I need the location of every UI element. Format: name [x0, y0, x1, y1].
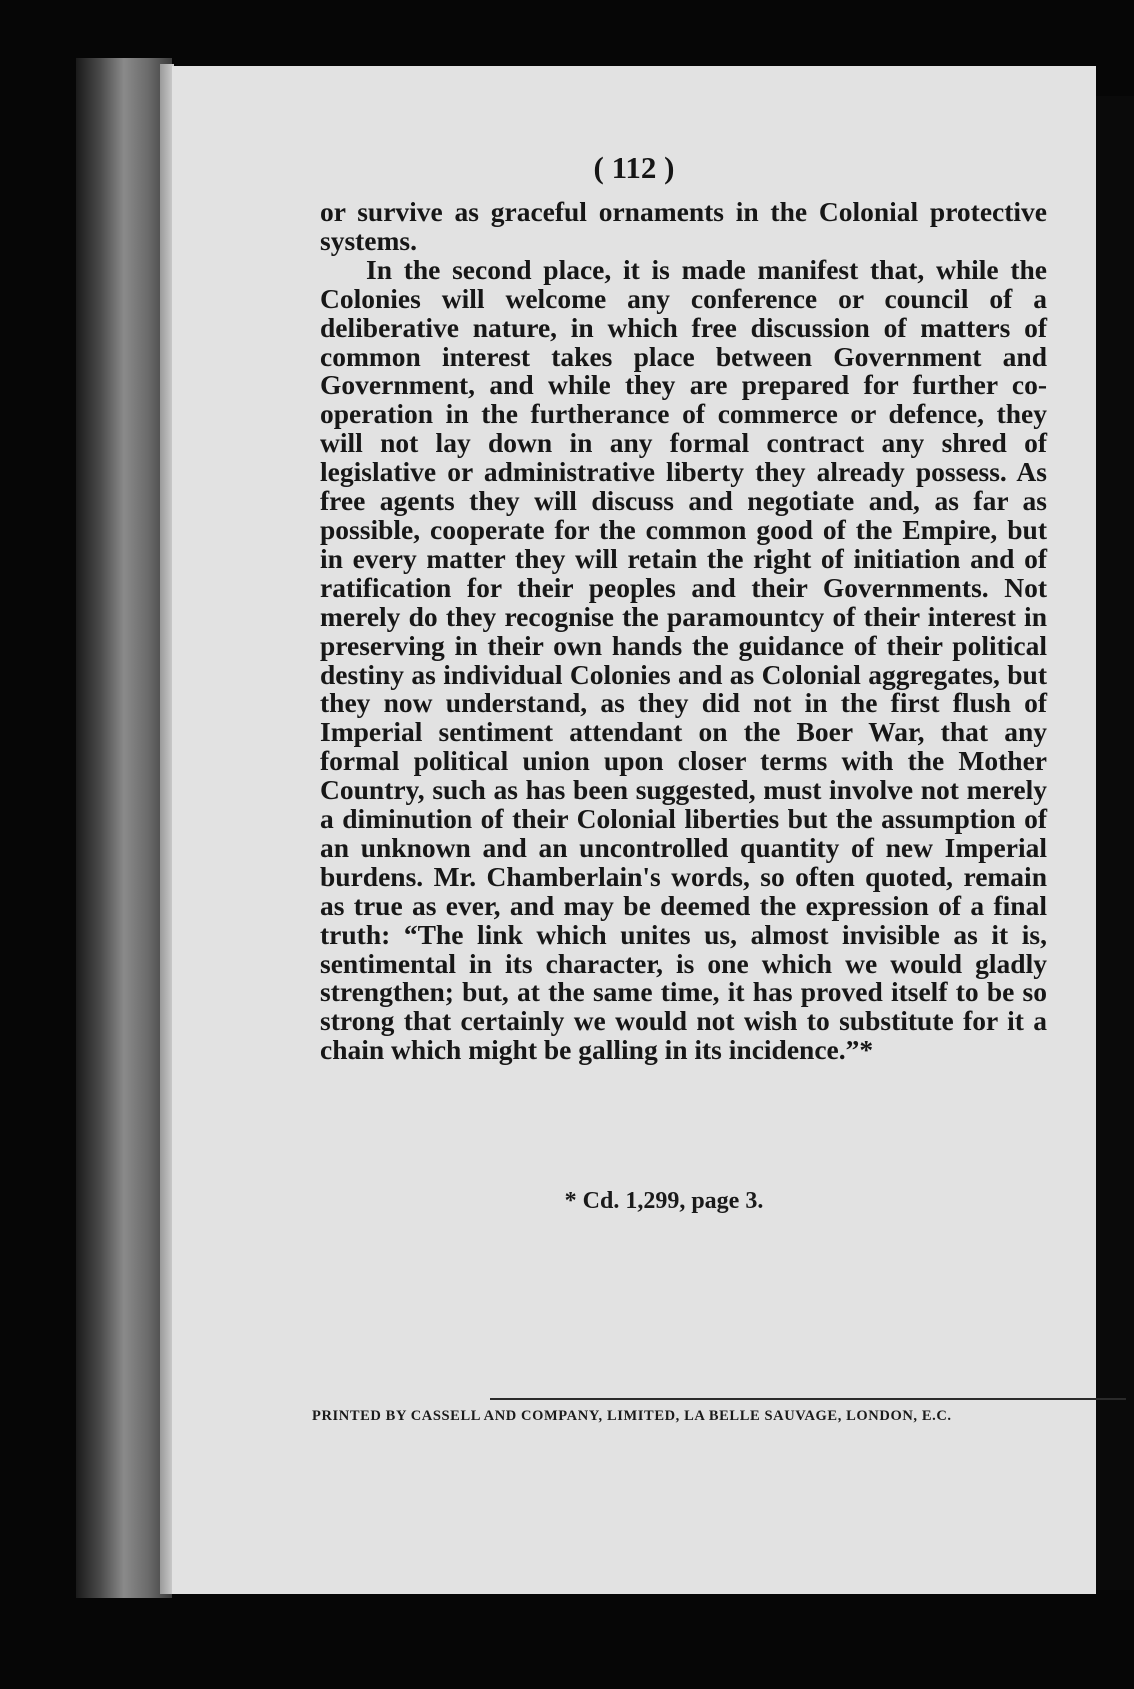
body-text: [320, 198, 1047, 1065]
imprint-rule: [490, 1398, 1126, 1400]
page-number: ( 112 ): [593, 150, 675, 185]
book-page: [172, 66, 1096, 1594]
printer-imprint: PRINTED BY CASSELL AND COMPANY, LIMITED, LA BELLE SAUVAGE, LONDON, E.C.: [312, 1408, 952, 1424]
footnote: * Cd. 1,299, page 3.: [564, 1188, 764, 1214]
paragraph-main: In the second place, it is made manifest that, while the Colonies will welcome any conference or council of a deliberative nature, in which free discussion of matters of common interest takes place between Government and Government, and while they are prepared for further co-operation in the furtherance of commerce or defence, they will not lay down in any formal contract any shred of legislative or administrative liberty they already possess. As free agents they will discuss and negotiate and, as far as possible, cooperate for the common good of the Empire, but in every matter they will retain the right of initiation and of ratification for their peoples and their Governments. Not merely do they recognise the paramountcy of their interest in preserving in their own hands the guidance of their political destiny as individual Colonies and as Colonial aggregates, but they now understand, as they did not in the first flush of Imperial sentiment attendant on the Boer War, that any formal political union upon closer terms with the Mother Country, such as has been suggested, must involve not merely a diminution of their Colonial liberties but the assumption of an unknown and an uncontrolled quantity of new Imperial burdens. Mr. Chamberlain's words, so often quoted, remain as true as ever, and may be deemed the expression of a final truth: “The link which unites us, almost invisible as it is, sentimental in its character, is one which we would gladly strengthen; but, at the same time, it has proved itself to be so strong that certainly we would not wish to substitute for it a chain which might be galling in its incidence.”*: [320, 253, 1047, 1066]
book-spine: [76, 58, 172, 1598]
paragraph-continuation: or survive as graceful ornaments in the Colonial protective systems.: [320, 196, 1047, 256]
